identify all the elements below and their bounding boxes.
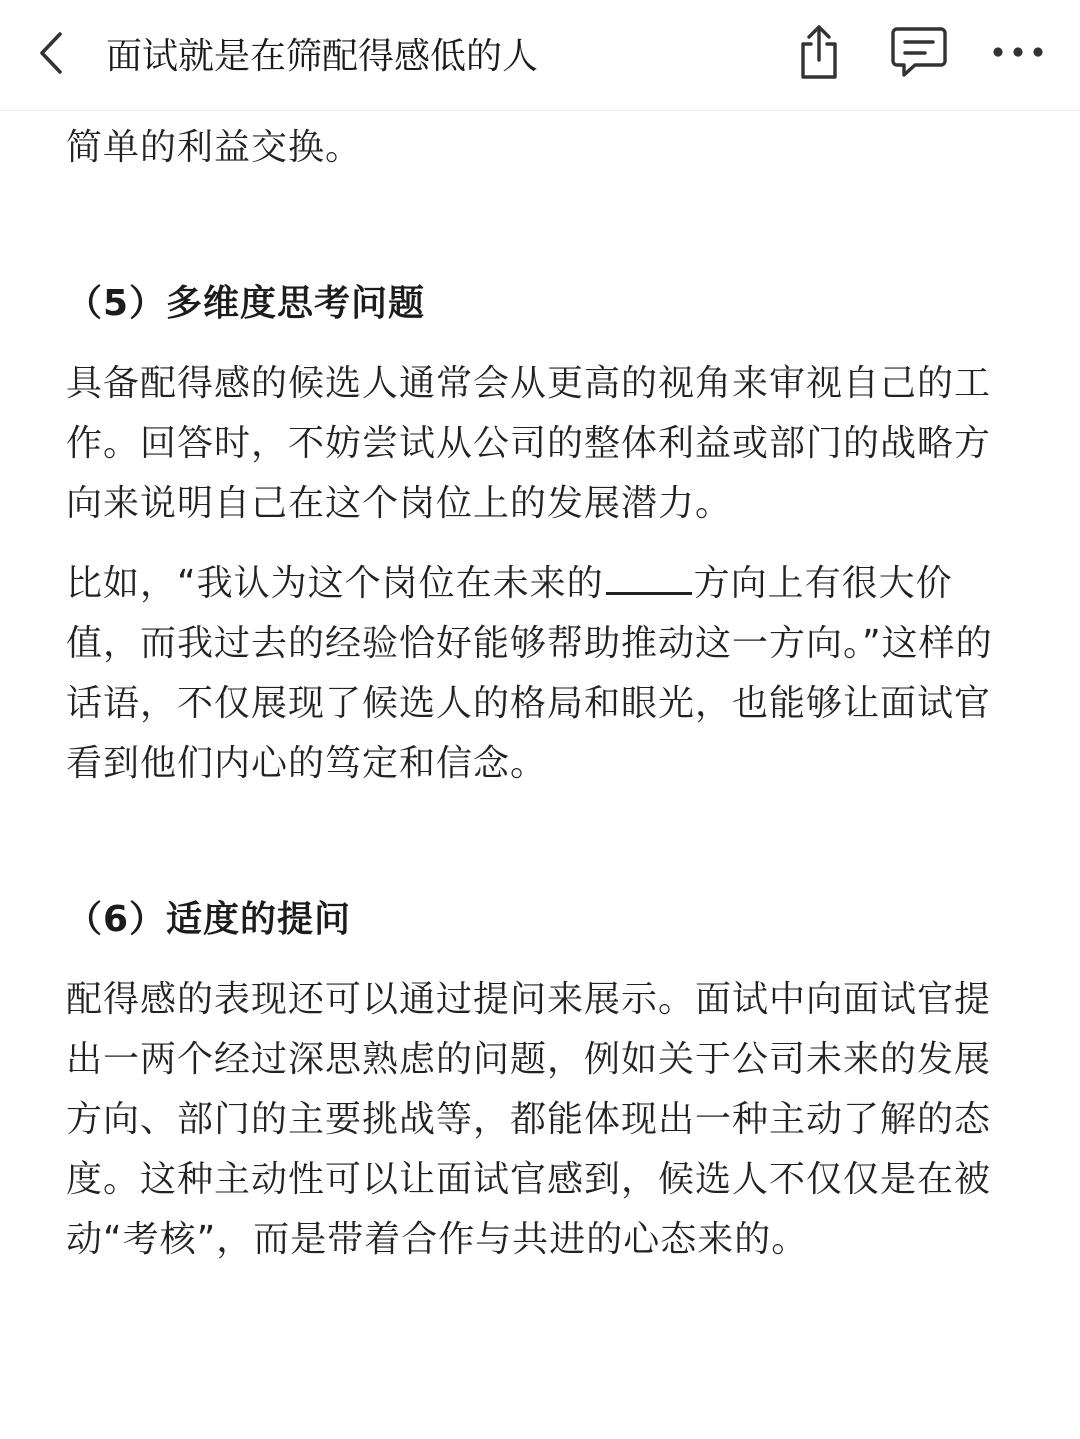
chevron-left-icon xyxy=(36,30,66,80)
section-heading-6: （6）适度的提问 xyxy=(66,899,352,940)
share-icon xyxy=(793,22,845,86)
comment-button[interactable] xyxy=(887,22,951,86)
paragraph-5b-start: 比如，“我认为这个岗位在未来的 xyxy=(66,563,604,604)
top-bar xyxy=(0,0,1080,111)
paragraph-intro-tail: 简单的利益交换。 xyxy=(66,127,363,168)
page-title: 面试就是在筛配得感低的人 xyxy=(106,36,539,77)
paragraph-5b-end: 方向上有很大价值，而我过去的经验恰好能够帮助推动这一方向。”这样的话语，不仅展现了候选人的格局和眼光，也能够让面试官看到他们内心的笃定和信念。 xyxy=(66,563,993,784)
share-button[interactable] xyxy=(787,22,851,86)
article-body xyxy=(66,112,1026,1270)
fill-in-blank xyxy=(606,558,692,595)
paragraph-5b xyxy=(66,554,1026,794)
more-button[interactable] xyxy=(986,22,1050,86)
paragraph-5a: 具备配得感的候选人通常会从更高的视角来审视自己的工作。回答时，不妨尝试从公司的整体利益或部门的战略方向来说明自己在这个岗位上的发展潜力。 xyxy=(66,363,992,524)
section-heading-5: （5）多维度思考问题 xyxy=(66,283,426,324)
paragraph-6: 配得感的表现还可以通过提问来展示。面试中向面试官提出一两个经过深思熟虑的问题，例如关于公司未来的发展方向、部门的主要挑战等，都能体现出一种主动了解的态度。这种主动性可以让面试官感到，候选人不仅仅是在被动“考核”，而是带着合作与共进的心态来的。 xyxy=(66,979,992,1260)
more-icon xyxy=(988,42,1048,66)
back-button[interactable] xyxy=(26,27,76,83)
comment-icon xyxy=(889,23,949,85)
